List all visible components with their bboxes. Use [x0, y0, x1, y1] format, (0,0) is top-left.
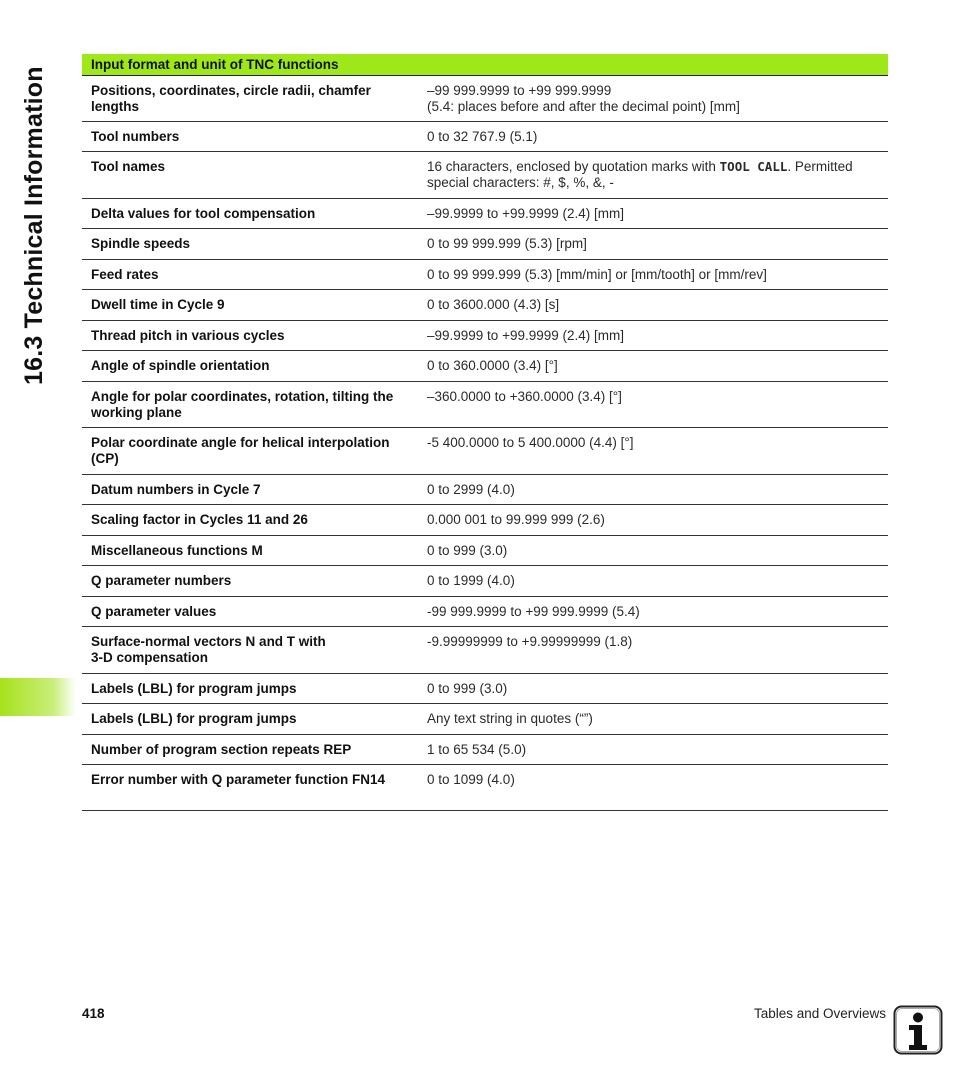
row-value: -5 400.0000 to 5 400.0000 (4.4) [°] [418, 428, 888, 475]
table-row [82, 428, 888, 475]
row-value: -99 999.9999 to +99 999.9999 (5.4) [418, 597, 888, 627]
row-value: 0 to 999 (3.0) [418, 536, 888, 566]
row-label: Q parameter numbers [82, 566, 418, 597]
row-label: Labels (LBL) for program jumps [82, 674, 418, 704]
table-row [82, 566, 888, 597]
row-value: 0 to 2999 (4.0) [418, 475, 888, 505]
info-icon [893, 1005, 943, 1055]
table-row [82, 199, 888, 229]
row-value: 0 to 360.0000 (3.4) [°] [418, 351, 888, 382]
input-format-table [82, 54, 888, 811]
row-value: –99.9999 to +99.9999 (2.4) [mm] [418, 321, 888, 351]
table-row [82, 505, 888, 536]
row-label: Spindle speeds [82, 229, 418, 260]
row-value: 0 to 32 767.9 (5.1) [418, 122, 888, 152]
row-value: 0.000 001 to 99.999 999 (2.6) [418, 505, 888, 536]
table-row [82, 229, 888, 260]
tool-call-code: TOOL CALL [719, 159, 788, 174]
table-row [82, 704, 888, 735]
footer-section-title: Tables and Overviews [753, 1006, 886, 1021]
row-label: Delta values for tool compensation [82, 199, 418, 229]
table-row [82, 536, 888, 566]
row-label: Labels (LBL) for program jumps [82, 704, 418, 735]
row-label: Miscellaneous functions M [82, 536, 418, 566]
table-row [82, 260, 888, 290]
table-row [82, 765, 888, 811]
row-value: 0 to 99 999.999 (5.3) [rpm] [418, 229, 888, 260]
row-label: Surface-normal vectors N and T with 3-D compensation [82, 627, 418, 674]
table-header: Input format and unit of TNC functions [82, 54, 888, 76]
table-row [82, 674, 888, 704]
table-row [82, 152, 888, 199]
table-row [82, 627, 888, 674]
row-label: Tool names [82, 152, 418, 199]
row-value: 16 characters, enclosed by quotation marks with TOOL CALL. Permitted special characters: #, $, %, &, - [418, 152, 888, 199]
row-label: Dwell time in Cycle 9 [82, 290, 418, 321]
table-row [82, 735, 888, 765]
table-row [82, 122, 888, 152]
row-label: Feed rates [82, 260, 418, 290]
table-row [82, 290, 888, 321]
table-row [82, 475, 888, 505]
row-label: Angle of spindle orientation [82, 351, 418, 382]
row-value: –360.0000 to +360.0000 (3.4) [°] [418, 382, 888, 428]
row-value: 1 to 65 534 (5.0) [418, 735, 888, 765]
table-row [82, 382, 888, 428]
row-label: Scaling factor in Cycles 11 and 26 [82, 505, 418, 536]
row-value: Any text string in quotes (“”) [418, 704, 888, 735]
row-label: Datum numbers in Cycle 7 [82, 475, 418, 505]
chapter-tab-marker [0, 678, 76, 716]
row-label: Q parameter values [82, 597, 418, 627]
row-value: 0 to 99 999.999 (5.3) [mm/min] or [mm/tooth] or [mm/rev] [418, 260, 888, 290]
row-value: 0 to 1099 (4.0) [418, 765, 888, 811]
row-label: Number of program section repeats REP [82, 735, 418, 765]
table-row [82, 351, 888, 382]
row-label: Positions, coordinates, circle radii, chamfer lengths [82, 76, 418, 122]
chapter-side-title: 16.3 Technical Information [20, 66, 48, 385]
row-label: Tool numbers [82, 122, 418, 152]
row-value: -9.99999999 to +9.99999999 (1.8) [418, 627, 888, 674]
row-value: 0 to 999 (3.0) [418, 674, 888, 704]
table-row [82, 321, 888, 351]
page-number: 418 [82, 1006, 105, 1021]
row-value: –99.9999 to +99.9999 (2.4) [mm] [418, 199, 888, 229]
row-value: –99 999.9999 to +99 999.9999 (5.4: places before and after the decimal point) [mm] [418, 76, 888, 122]
row-value: 0 to 3600.000 (4.3) [s] [418, 290, 888, 321]
row-label: Thread pitch in various cycles [82, 321, 418, 351]
row-label: Angle for polar coordinates, rotation, tilting the working plane [82, 382, 418, 428]
row-label: Error number with Q parameter function FN14 [82, 765, 418, 811]
row-value: 0 to 1999 (4.0) [418, 566, 888, 597]
row-label: Polar coordinate angle for helical interpolation (CP) [82, 428, 418, 475]
table-row [82, 597, 888, 627]
table-row [82, 76, 888, 122]
